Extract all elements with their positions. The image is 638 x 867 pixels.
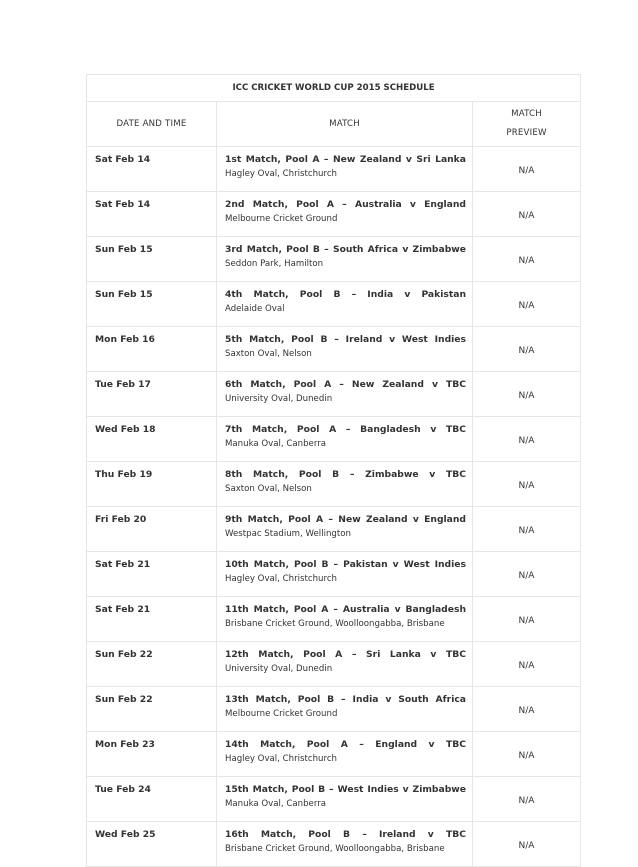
match-preview: N/A [473,597,581,642]
match-date: Sun Feb 22 [87,642,217,687]
match-date: Thu Feb 19 [87,462,217,507]
header-match: MATCH [217,102,473,147]
table-row [87,732,581,777]
match-cell [217,282,473,327]
table-row [87,642,581,687]
schedule-rows [87,147,581,867]
header-preview-line1: MATCH [511,109,542,119]
match-venue: University Oval, Dunedin [225,664,333,674]
match-cell [217,777,473,822]
match-venue: Hagley Oval, Christchurch [225,169,337,179]
match-preview: N/A [473,417,581,462]
match-date: Mon Feb 16 [87,327,217,372]
match-cell [217,372,473,417]
match-title: 4th Match, Pool B – India v Pakistan [225,289,466,300]
match-date: Sun Feb 15 [87,237,217,282]
match-date: Tue Feb 24 [87,777,217,822]
match-date: Sun Feb 22 [87,687,217,732]
match-title: 14th Match, Pool A – England v TBC [225,739,466,750]
match-title: 2nd Match, Pool A – Australia v England [225,199,466,210]
match-preview: N/A [473,237,581,282]
match-date: Wed Feb 25 [87,822,217,867]
match-date: Wed Feb 18 [87,417,217,462]
match-date: Sat Feb 14 [87,192,217,237]
table-row [87,147,581,192]
match-venue: Brisbane Cricket Ground, Woolloongabba, Brisbane [225,844,445,854]
table-row [87,417,581,462]
match-date: Mon Feb 23 [87,732,217,777]
match-preview: N/A [473,732,581,777]
match-title: 16th Match, Pool B – Ireland v TBC [225,829,466,840]
match-cell [217,237,473,282]
match-date: Sun Feb 15 [87,282,217,327]
table-row [87,192,581,237]
match-venue: Hagley Oval, Christchurch [225,754,337,764]
match-cell [217,552,473,597]
match-venue: Melbourne Cricket Ground [225,214,338,224]
match-title: 1st Match, Pool A – New Zealand v Sri Lanka [225,154,466,165]
table-row [87,462,581,507]
header-date: DATE AND TIME [87,102,217,147]
match-date: Tue Feb 17 [87,372,217,417]
table-row [87,597,581,642]
match-date: Sat Feb 14 [87,147,217,192]
match-venue: Melbourne Cricket Ground [225,709,338,719]
match-venue: Seddon Park, Hamilton [225,259,324,269]
match-preview: N/A [473,192,581,237]
match-title: 5th Match, Pool B – Ireland v West Indies [225,334,466,345]
match-preview: N/A [473,147,581,192]
header-preview-line2: PREVIEW [506,128,547,138]
match-venue: Saxton Oval, Nelson [225,349,312,359]
match-preview: N/A [473,327,581,372]
match-title: 11th Match, Pool A – Australia v Bangladesh [225,604,466,615]
match-cell [217,822,473,867]
table-title: ICC CRICKET WORLD CUP 2015 SCHEDULE [87,75,581,102]
match-cell [217,642,473,687]
match-preview: N/A [473,372,581,417]
match-preview: N/A [473,777,581,822]
table-row [87,552,581,597]
match-cell [217,417,473,462]
match-cell [217,147,473,192]
match-title: 3rd Match, Pool B – South Africa v Zimbabwe [225,244,466,255]
match-venue: Hagley Oval, Christchurch [225,574,337,584]
table-row [87,372,581,417]
match-cell [217,597,473,642]
table-row [87,822,581,867]
match-title: 8th Match, Pool B – Zimbabwe v TBC [225,469,466,480]
match-preview: N/A [473,462,581,507]
table-row [87,777,581,822]
table-row [87,237,581,282]
table-row [87,282,581,327]
table-row [87,327,581,372]
match-venue: Westpac Stadium, Wellington [225,529,351,539]
match-venue: Adelaide Oval [225,304,285,314]
match-title: 12th Match, Pool A – Sri Lanka v TBC [225,649,466,660]
match-venue: Brisbane Cricket Ground, Woolloongabba, Brisbane [225,619,445,629]
header-preview [473,102,581,147]
match-date: Sat Feb 21 [87,552,217,597]
schedule-table [86,74,581,867]
match-preview: N/A [473,822,581,867]
match-venue: University Oval, Dunedin [225,394,333,404]
match-preview: N/A [473,282,581,327]
match-date: Fri Feb 20 [87,507,217,552]
match-title: 15th Match, Pool B – West Indies v Zimbabwe [225,784,466,795]
match-cell [217,687,473,732]
match-preview: N/A [473,687,581,732]
match-cell [217,507,473,552]
match-cell [217,327,473,372]
match-cell [217,732,473,777]
match-title: 9th Match, Pool A – New Zealand v England [225,514,466,525]
match-title: 13th Match, Pool B – India v South Africa [225,694,466,705]
match-preview: N/A [473,642,581,687]
table-row [87,507,581,552]
match-date: Sat Feb 21 [87,597,217,642]
match-title: 10th Match, Pool B – Pakistan v West Indies [225,559,466,570]
match-preview: N/A [473,552,581,597]
match-preview: N/A [473,507,581,552]
table-row [87,687,581,732]
match-venue: Manuka Oval, Canberra [225,799,327,809]
match-cell [217,462,473,507]
match-venue: Manuka Oval, Canberra [225,439,327,449]
match-venue: Saxton Oval, Nelson [225,484,312,494]
match-title: 7th Match, Pool A – Bangladesh v TBC [225,424,466,435]
match-cell [217,192,473,237]
match-title: 6th Match, Pool A – New Zealand v TBC [225,379,466,390]
